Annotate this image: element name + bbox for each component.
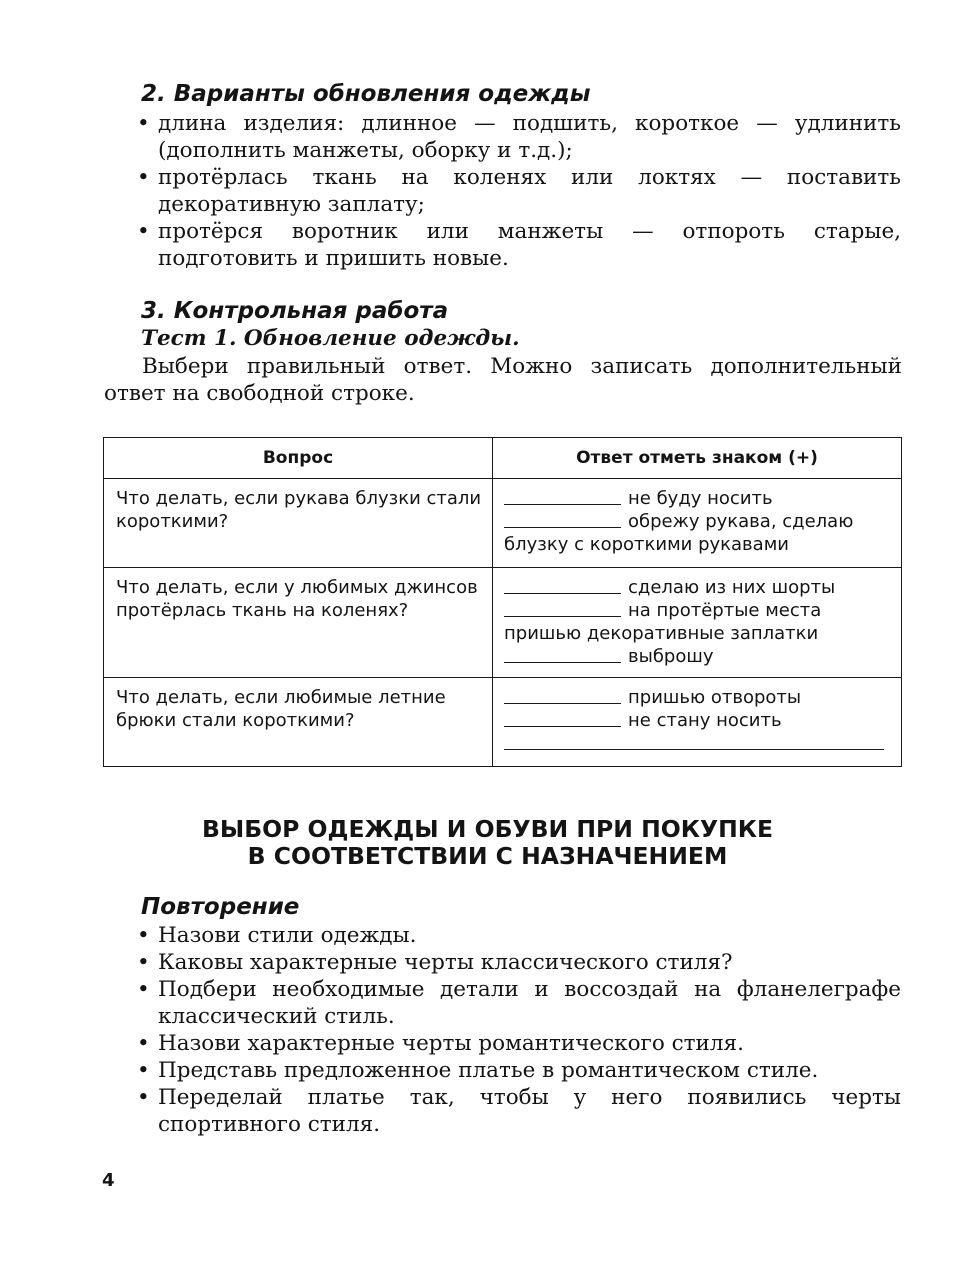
section3-title: 3. Контрольная работа xyxy=(141,298,449,324)
question-text: Что делать, если у любимых джинсов протёрлась ткань на коленях? xyxy=(116,577,478,621)
answer-text: выброшу xyxy=(628,646,714,667)
quiz-table xyxy=(103,437,902,767)
list-item: • Назови характерные черты романтического стиля. xyxy=(137,1030,901,1057)
answer-option xyxy=(504,599,891,622)
answer-text: пришью отвороты xyxy=(628,687,802,708)
answer-cell xyxy=(493,568,902,678)
answer-text: сделаю из них шорты xyxy=(628,577,836,598)
list-item: • Переделай платье так, чтобы у него появились черты спортивного стиля. xyxy=(137,1084,901,1138)
free-answer-line[interactable] xyxy=(504,732,884,750)
answer-blank[interactable] xyxy=(504,645,621,663)
answer-blank[interactable] xyxy=(504,576,621,594)
list-item: • Подбери необходимые детали и воссоздай на фланелеграфе классический стиль. xyxy=(137,976,901,1030)
answer-text: на протёртые места xyxy=(628,600,822,621)
answer-blank[interactable] xyxy=(504,686,621,704)
list-item: • протёрся воротник или манжеты — отпороть старые, подготовить и пришить новые. xyxy=(137,218,901,272)
answer-blank[interactable] xyxy=(504,487,621,505)
answer-continuation: блузку с короткими рукавами xyxy=(504,534,789,555)
answer-option xyxy=(504,686,891,709)
review-list xyxy=(137,922,901,1138)
table-row xyxy=(104,479,902,568)
column-header-answer: Ответ отметь знаком (+) xyxy=(493,438,902,479)
list-item: • протёрлась ткань на коленях или локтях — поставить декоративную заплату; xyxy=(137,164,901,218)
test-title: Тест 1. Обновление одежды. xyxy=(141,326,520,351)
answer-option xyxy=(504,645,891,668)
answer-text: обрежу рукава, сделаю xyxy=(628,511,854,532)
answer-cell xyxy=(493,479,902,568)
answer-option xyxy=(504,487,891,510)
review-title: Повторение xyxy=(141,894,300,920)
question-cell xyxy=(104,479,493,568)
answer-option xyxy=(504,510,891,533)
question-cell xyxy=(104,568,493,678)
answer-blank[interactable] xyxy=(504,709,621,727)
answer-blank[interactable] xyxy=(504,599,621,617)
list-item: • длина изделия: длинное — подшить, короткое — удлинить (дополнить манжеты, оборку и т.д.); xyxy=(137,110,901,164)
list-item: • Назови стили одежды. xyxy=(137,922,901,949)
question-cell xyxy=(104,678,493,767)
column-header-question: Вопрос xyxy=(104,438,493,479)
section2-list xyxy=(137,110,901,272)
chapter-title-line1: ВЫБОР ОДЕЖДЫ И ОБУВИ ПРИ ПОКУПКЕ xyxy=(202,815,773,843)
list-item: • Каковы характерные черты классического стиля? xyxy=(137,949,901,976)
list-item: • Представь предложенное платье в романтическом стиле. xyxy=(137,1057,901,1084)
question-text: Что делать, если рукава блузки стали короткими? xyxy=(116,488,482,532)
table-row xyxy=(104,568,902,678)
answer-option xyxy=(504,576,891,599)
page-number: 4 xyxy=(102,1170,115,1191)
question-text: Что делать, если любимые летние брюки стали короткими? xyxy=(116,687,446,731)
answer-cell xyxy=(493,678,902,767)
answer-blank[interactable] xyxy=(504,510,621,528)
table-header-row xyxy=(104,438,902,479)
table-row xyxy=(104,678,902,767)
section2-title: 2. Варианты обновления одежды xyxy=(141,81,591,107)
test-instruction: Выбери правильный ответ. Можно записать дополнительный ответ на свободной строке. xyxy=(104,354,902,406)
answer-continuation: пришью декоративные заплатки xyxy=(504,623,819,644)
answer-option xyxy=(504,709,891,732)
answer-text: не стану носить xyxy=(628,710,782,731)
chapter-title-line2: В СООТВЕТСТВИИ С НАЗНАЧЕНИЕМ xyxy=(247,842,728,870)
answer-text: не буду носить xyxy=(628,488,773,509)
